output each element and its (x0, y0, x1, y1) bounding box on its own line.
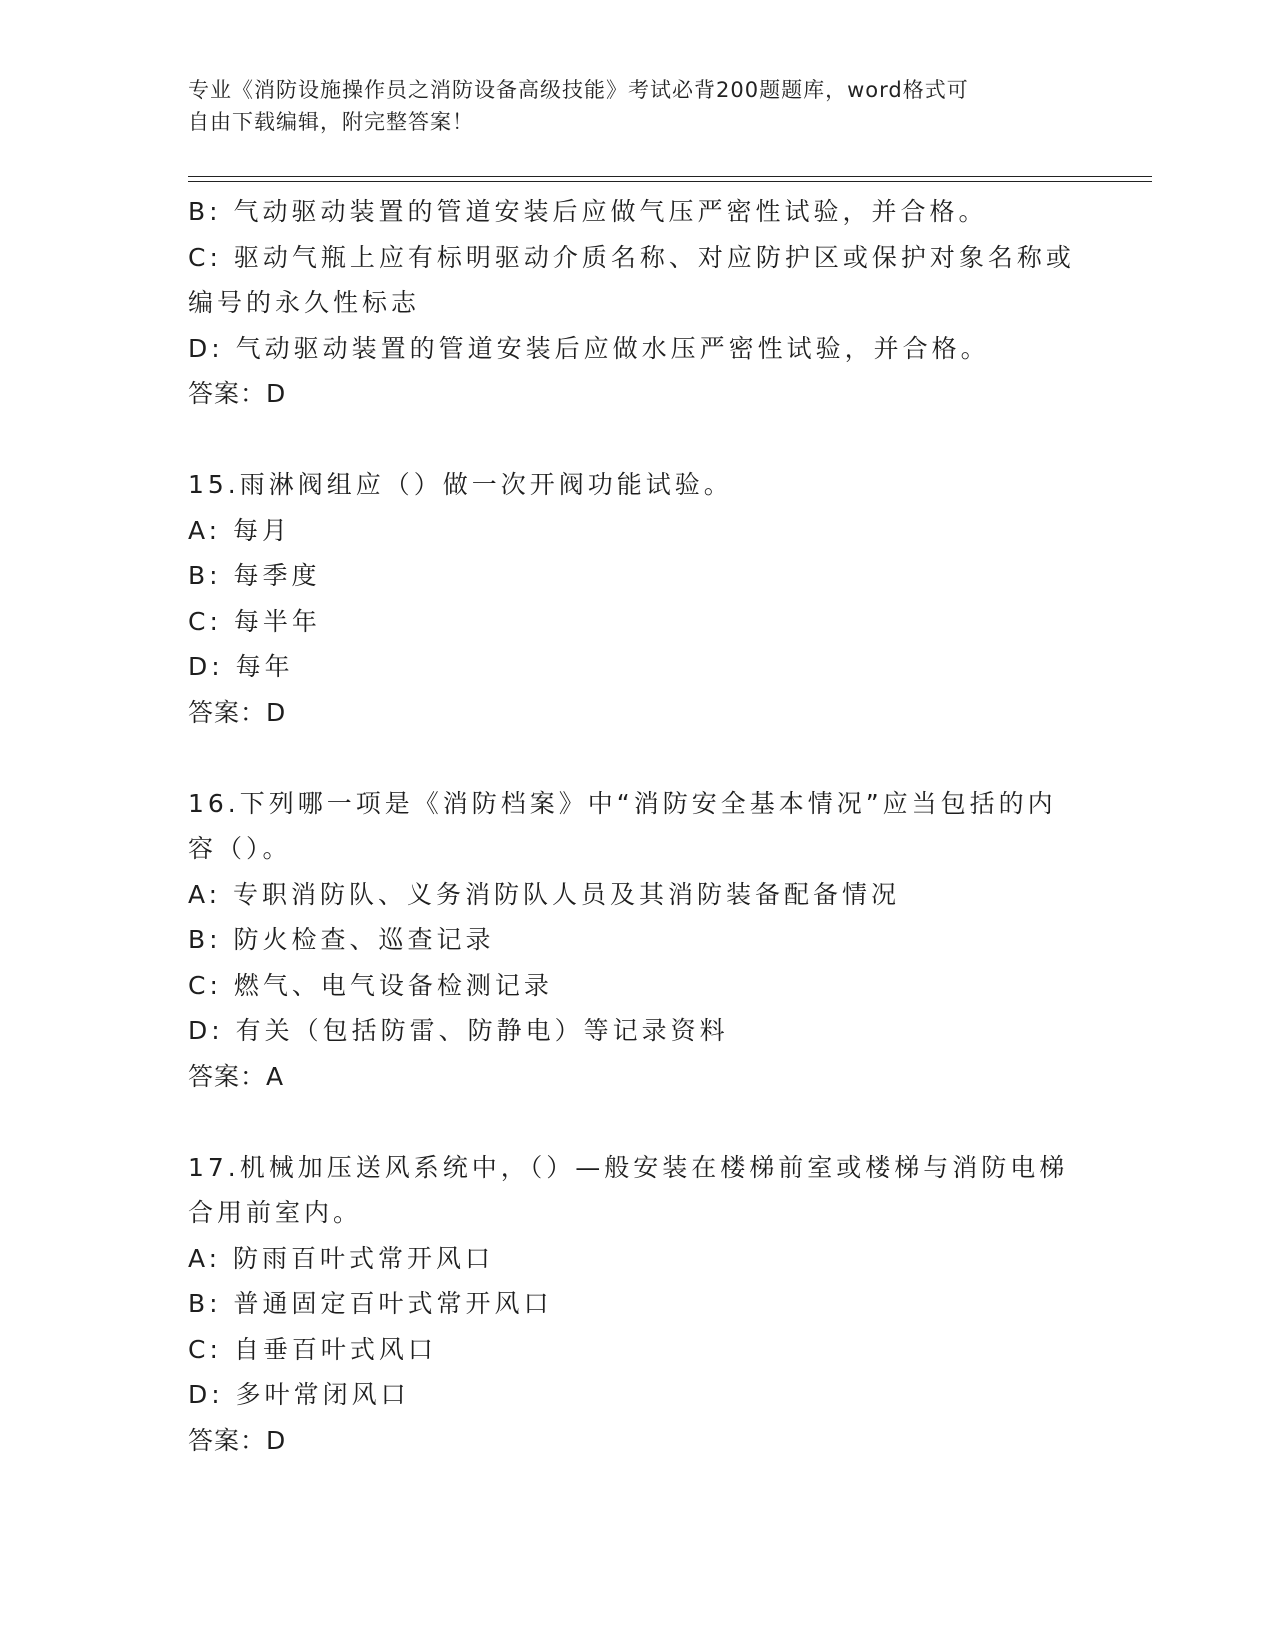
document-header (188, 74, 1088, 138)
option-c-continued: 编号的永久性标志 (188, 288, 421, 317)
question-stem-continued: 容（）。 (188, 834, 292, 863)
question-stem: 17.机械加压送风系统中，（）—般安装在楼梯前室或楼梯与消防电梯 (188, 1152, 1069, 1182)
option-a: A: 每月 (188, 515, 292, 545)
option-d: D: 多叶常闭风口 (188, 1380, 410, 1409)
header-line-2: 自由下载编辑，附完整答案！ (188, 110, 474, 134)
option-b: B: 气动驱动装置的管道安装后应做气压严密性试验，并合格。 (188, 197, 988, 226)
option-c: C: 自垂百叶式风口 (188, 1334, 437, 1364)
header-line-1: 专业《消防设施操作员之消防设备高级技能》考试必背200题题库，word格式可 (188, 78, 969, 102)
question-gap (188, 1099, 1088, 1145)
question-stem: 16.下列哪一项是《消防档案》中“消防安全基本情况”应当包括的内 (188, 788, 1057, 818)
question-17 (188, 1145, 1088, 1464)
option-b: B: 每季度 (188, 561, 321, 590)
question-gap (188, 417, 1088, 463)
question-16 (188, 781, 1088, 1100)
option-b: B: 普通固定百叶式常开风口 (188, 1289, 553, 1318)
question-gap (188, 735, 1088, 781)
option-d: D: 气动驱动装置的管道安装后应做水压严密性试验，并合格。 (188, 333, 990, 363)
option-c: C: 燃气、电气设备检测记录 (188, 970, 553, 1000)
option-d: D: 有关（包括防雷、防静电）等记录资料 (188, 1016, 729, 1045)
header-divider-top (188, 176, 1152, 177)
answer-line: 答案：A (188, 1061, 285, 1091)
header-divider-bottom (188, 181, 1152, 182)
option-a: A: 专职消防队、义务消防队人员及其消防装备配备情况 (188, 879, 901, 909)
option-a: A: 防雨百叶式常开风口 (188, 1243, 495, 1273)
question-stem: 15.雨淋阀组应（）做一次开阀功能试验。 (188, 470, 733, 499)
option-d: D: 每年 (188, 652, 294, 681)
option-b: B: 防火检查、巡查记录 (188, 925, 495, 954)
question-stem-continued: 合用前室内。 (188, 1198, 363, 1227)
question-15 (188, 462, 1088, 735)
answer-line: 答案：D (188, 1425, 287, 1455)
answer-line: 答案：D (188, 379, 287, 408)
answer-line: 答案：D (188, 697, 287, 727)
option-c: C: 驱动气瓶上应有标明驱动介质名称、对应防护区或保护对象名称或 (188, 242, 1075, 272)
document-body (188, 189, 1088, 1463)
option-c: C: 每半年 (188, 606, 321, 636)
question-14-continued (188, 189, 1088, 417)
